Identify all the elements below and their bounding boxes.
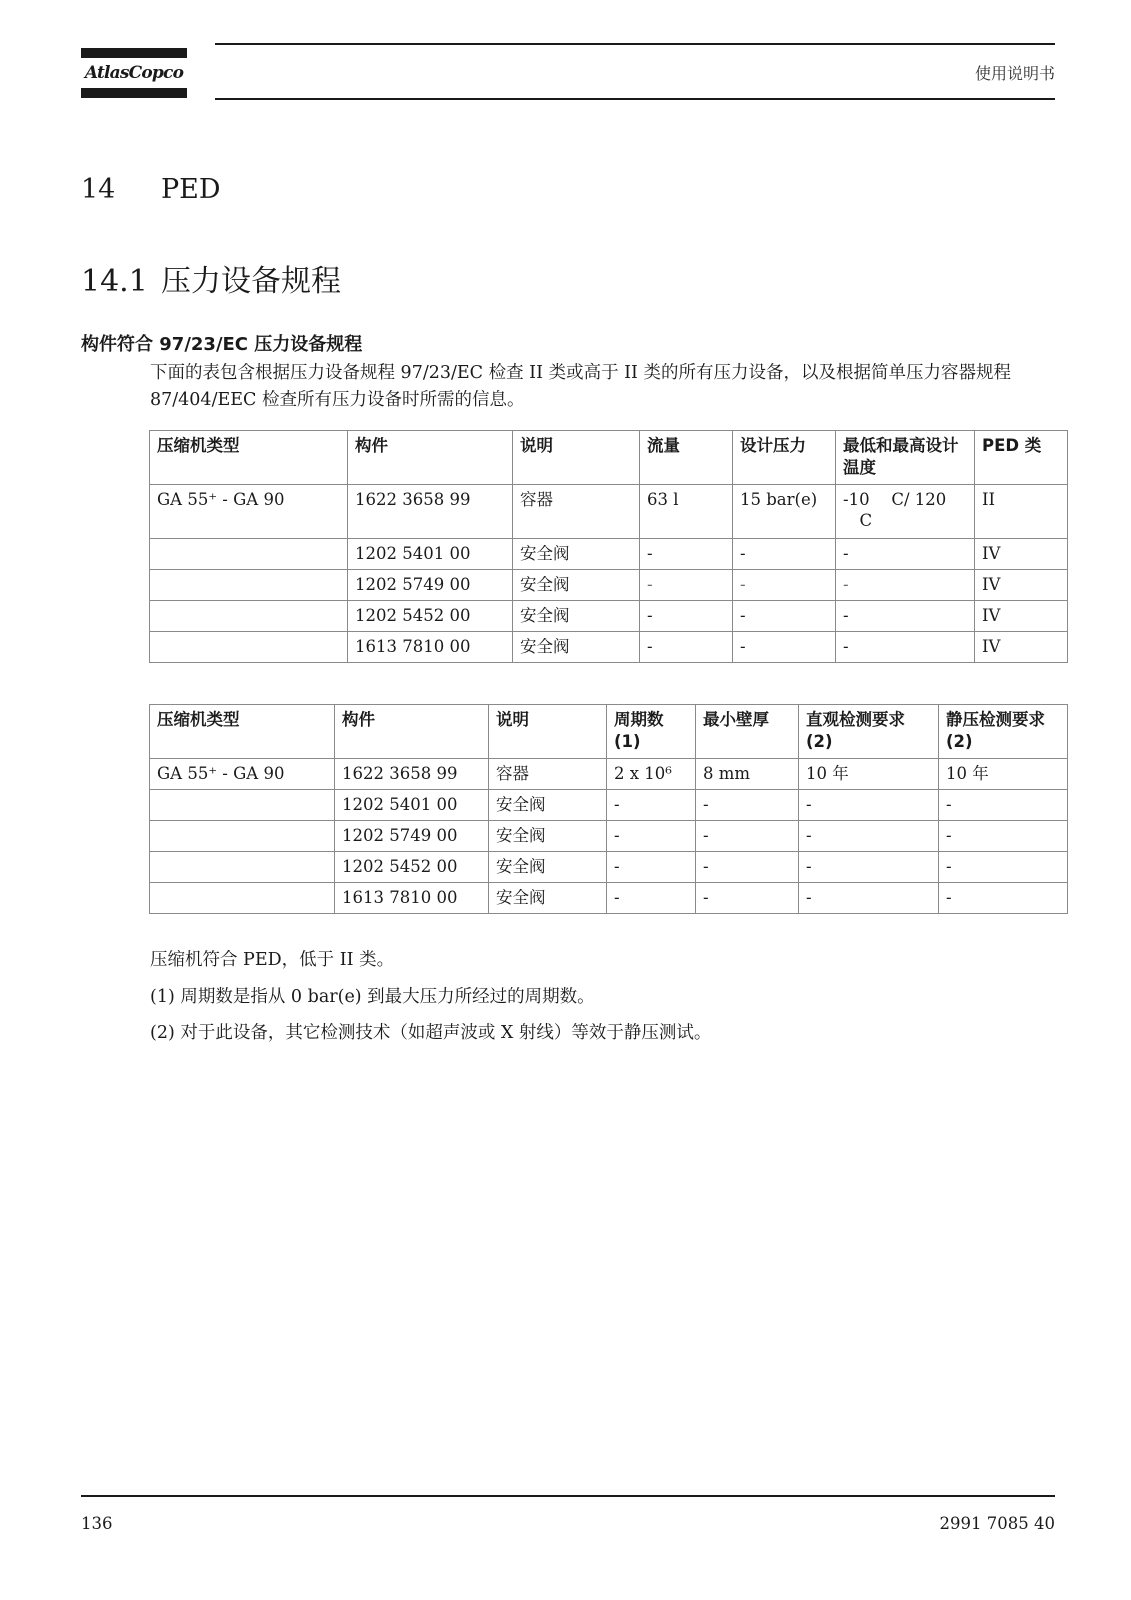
- table-cell: 1622 3658 99: [335, 759, 489, 790]
- table-row: [150, 852, 1068, 883]
- header-cell: 设计压力: [733, 431, 836, 485]
- header-cell: 说明: [489, 705, 607, 759]
- footnote-2: (2) 对于此设备，其它检测技术（如超声波或 X 射线）等效于静压测试。: [150, 1023, 712, 1043]
- table-cell: -: [640, 539, 733, 570]
- intro-paragraph: 下面的表包含根据压力设备规程 97/23/EC 检查 II 类或高于 II 类的所有压力设备，以及根据简单压力容器规程 87/404/EEC 检查所有压力设备时所需的信息。: [150, 363, 1012, 410]
- section-number: 14: [81, 174, 116, 205]
- table-cell: 15 bar(e): [733, 485, 836, 539]
- table-cell: 10 年: [799, 759, 939, 790]
- table-row: [150, 632, 1068, 663]
- logo-bar-top: [81, 48, 187, 58]
- document-number: 2991 7085 40: [939, 1514, 1055, 1533]
- table-cell: 1202 5401 00: [348, 539, 513, 570]
- table-cell: -: [799, 790, 939, 821]
- table-cell: -: [799, 821, 939, 852]
- header-rule-bottom: [215, 98, 1055, 100]
- table-cell: 安全阀: [489, 790, 607, 821]
- table-cell: -: [799, 883, 939, 914]
- table-row: [150, 539, 1068, 570]
- table-cell: IV: [975, 601, 1068, 632]
- table-row: [150, 485, 1068, 539]
- table-cell: -: [607, 883, 696, 914]
- table-cell: -: [696, 883, 799, 914]
- table-cell: IV: [975, 570, 1068, 601]
- table-cell: -: [836, 601, 975, 632]
- note-ped-class: 压缩机符合 PED，低于 II 类。: [150, 950, 395, 970]
- table-cell: 1202 5452 00: [335, 852, 489, 883]
- table-cell: -: [696, 821, 799, 852]
- table-cell: -: [939, 883, 1068, 914]
- table-cell: -: [939, 790, 1068, 821]
- table-header-row: [150, 431, 1068, 485]
- table-cell: [150, 601, 348, 632]
- table-cell: 2 x 10⁶: [607, 759, 696, 790]
- table-cell: 安全阀: [513, 539, 640, 570]
- table-cell: -: [733, 570, 836, 601]
- table-cell: 安全阀: [489, 821, 607, 852]
- table-cell: -: [607, 790, 696, 821]
- table-cell: 1202 5749 00: [348, 570, 513, 601]
- table-cell: [150, 632, 348, 663]
- table-cell: 1202 5452 00: [348, 601, 513, 632]
- table-cell: 10 年: [939, 759, 1068, 790]
- header-cell: PED 类: [975, 431, 1068, 485]
- table-cell: [150, 852, 335, 883]
- table-cell: 安全阀: [513, 632, 640, 663]
- table-cell: [150, 821, 335, 852]
- table-cell: -: [939, 852, 1068, 883]
- header-cell: 构件: [348, 431, 513, 485]
- table-cell: IV: [975, 539, 1068, 570]
- table-cell: 1613 7810 00: [335, 883, 489, 914]
- table-cell: -: [733, 632, 836, 663]
- header-cell: 压缩机类型: [150, 705, 335, 759]
- table-row: [150, 601, 1068, 632]
- table-cell: -: [939, 821, 1068, 852]
- table-row: [150, 570, 1068, 601]
- table-cell: GA 55⁺ - GA 90: [150, 485, 348, 539]
- table-cell: -: [836, 570, 975, 601]
- table-cell: -: [836, 539, 975, 570]
- table-cell: IV: [975, 632, 1068, 663]
- table-cell: 安全阀: [489, 883, 607, 914]
- header-cell: 压缩机类型: [150, 431, 348, 485]
- table-cell: -10 C/ 120 C: [836, 485, 975, 539]
- table-row: [150, 883, 1068, 914]
- footnote-1: (1) 周期数是指从 0 bar(e) 到最大压力所经过的周期数。: [150, 987, 595, 1007]
- table-cell: 安全阀: [513, 601, 640, 632]
- table-cell: [150, 790, 335, 821]
- table-cell: [150, 539, 348, 570]
- table-cell: II: [975, 485, 1068, 539]
- table-cell: -: [733, 601, 836, 632]
- table-cell: 1202 5749 00: [335, 821, 489, 852]
- subsection-title: 压力设备规程: [161, 264, 341, 299]
- header-cell: 最低和最高设计温度: [836, 431, 975, 485]
- section-heading: [81, 174, 221, 205]
- ped-table-1: [149, 430, 1068, 663]
- table-cell: 1613 7810 00: [348, 632, 513, 663]
- page-number: 136: [81, 1514, 113, 1533]
- table-cell: -: [696, 852, 799, 883]
- table-cell: 63 l: [640, 485, 733, 539]
- section-title: PED: [161, 174, 221, 205]
- header-cell: 周期数 (1): [607, 705, 696, 759]
- table-header-row: [150, 705, 1068, 759]
- table-cell: [150, 570, 348, 601]
- header-title: 使用说明书: [974, 64, 1055, 83]
- table-cell: 安全阀: [513, 570, 640, 601]
- table-row: [150, 759, 1068, 790]
- table-cell: 容器: [513, 485, 640, 539]
- header-cell: 最小壁厚: [696, 705, 799, 759]
- table-cell: -: [640, 570, 733, 601]
- ped-table-2: [149, 704, 1068, 914]
- table-row: [150, 790, 1068, 821]
- table-cell: -: [799, 852, 939, 883]
- header-cell: 说明: [513, 431, 640, 485]
- header-cell: 静压检测要求 (2): [939, 705, 1068, 759]
- atlas-copco-logo: [81, 48, 187, 99]
- header-cell: 流量: [640, 431, 733, 485]
- table-cell: 1202 5401 00: [335, 790, 489, 821]
- header-cell: 直观检测要求 (2): [799, 705, 939, 759]
- subsection-heading: [81, 256, 341, 300]
- table-cell: 安全阀: [489, 852, 607, 883]
- subsection-number: 14.1: [81, 264, 148, 299]
- subheading: 构件符合 97/23/EC 压力设备规程: [81, 334, 363, 355]
- table-cell: -: [733, 539, 836, 570]
- table-cell: -: [640, 632, 733, 663]
- table-cell: -: [640, 601, 733, 632]
- table-cell: 8 mm: [696, 759, 799, 790]
- header-cell: 构件: [335, 705, 489, 759]
- table-cell: GA 55⁺ - GA 90: [150, 759, 335, 790]
- table-cell: -: [696, 790, 799, 821]
- logo-text: AtlasCopco: [84, 63, 184, 83]
- table-cell: 容器: [489, 759, 607, 790]
- header-rule-top: [215, 43, 1055, 45]
- table-cell: -: [836, 632, 975, 663]
- table-cell: -: [607, 852, 696, 883]
- logo-bar-bottom: [81, 88, 187, 98]
- table-cell: -: [607, 821, 696, 852]
- table-cell: 1622 3658 99: [348, 485, 513, 539]
- footer-rule: [81, 1495, 1055, 1497]
- table-row: [150, 821, 1068, 852]
- table-cell: [150, 883, 335, 914]
